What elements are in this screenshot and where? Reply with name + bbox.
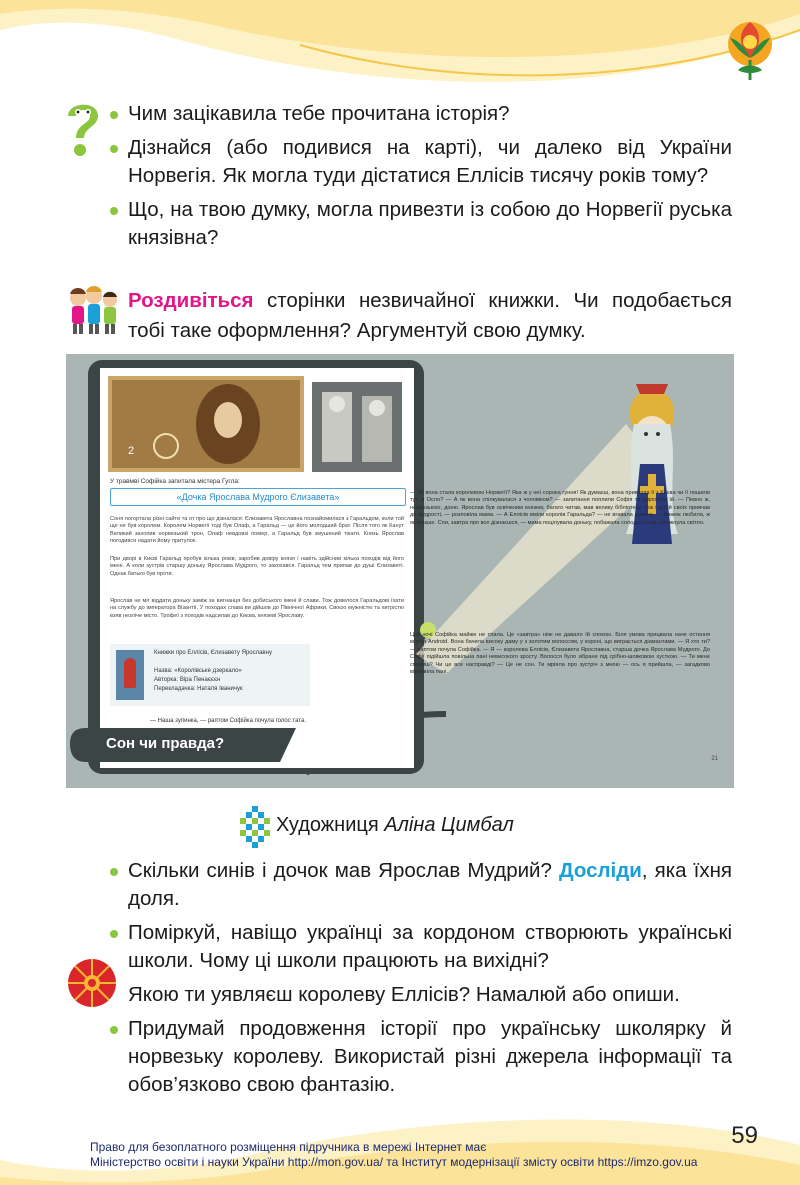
bullet-icon: [110, 868, 118, 876]
top-wave-decoration: [0, 0, 800, 110]
task-paragraph: [128, 286, 732, 346]
book-translator: Перекладачка: Наталя Іваничук: [154, 686, 243, 692]
book-author: Авторка: Віра Пенаєєєн: [154, 677, 221, 683]
bullet-icon: [110, 207, 118, 215]
bullet-icon: [110, 1026, 118, 1034]
svg-text:2: 2: [128, 445, 135, 457]
spread-banner-title: Сон чи правда?: [106, 735, 225, 752]
postage-stamp-image: [108, 376, 304, 472]
book-cover-image: [116, 650, 144, 700]
folk-flower-ornament-icon: [718, 14, 782, 84]
artist-credit: [276, 814, 514, 837]
question-text: Придумай продовження історії про українську школярку й норвезьку королеву. Використай різні джерела інформації та обов’язково свою фантазію.: [128, 1017, 732, 1096]
question-text: Скільки синів і дочок мав Ярослав Мудрий?: [128, 859, 559, 882]
spread-intro: У травмві Софійка запитала містера Гугла:: [110, 478, 240, 485]
book-info-card: [110, 644, 310, 706]
credit-name: Аліна Цимбал: [384, 814, 514, 836]
historical-photo-image: [312, 382, 402, 472]
spread-left-paragraph: При дворі в Києві Гаральд пробув кілька років, заробив довіру князя і навіть здійснив кілька походів від його імені. А коли зустрів старшу доньку Ярослава Мудрого, то закохався. Гаральд тем припав до душі Єлизаветі. Однак батько був проти.: [110, 556, 404, 577]
left-page: [100, 368, 414, 768]
bullet-icon: [110, 111, 118, 119]
spread-page-right: 21: [711, 756, 718, 762]
bullet-icon: [110, 145, 118, 153]
question-text: , яка їхня доля.: [128, 859, 732, 910]
question-text: Якою ти уявляєш королеву Еллісів? Намалюй або опиши.: [128, 983, 680, 1006]
footer-line: Міністерство освіти і науки України http://mon.gov.ua/ та Інститут модернізації змісту освіти https://imzo.gov.ua: [90, 1155, 698, 1169]
footer-note: [90, 1140, 697, 1170]
question-mark-icon: [58, 98, 108, 160]
spread-left-paragraph: Соня погортала різні сайти та от про що дізналася: Єлизавета Ярославна познайомилася з Гаральдом, коли той ще не був королем. Королем Норвегії тоді був Олаф, а Гаральд — це його молодший брат. Після того як Канут Великий захопив норвезький трон, Олаф невдовзі помер, а Гаральд був змушений тікати. Князь Ярослав погодився надати йому притулок.: [110, 516, 404, 545]
book-spread-image: [66, 354, 734, 788]
task-keyword: Роздивіться: [128, 289, 254, 312]
page-number: 59: [731, 1122, 758, 1149]
embroidery-pattern-icon: [240, 806, 270, 848]
task-text: сторінки незвичайної книжки. Чи подобається тобі таке оформлення? Аргументуй свою думку.: [128, 289, 732, 342]
questions-list: [110, 100, 732, 258]
spread-caption: — Наша зупинка, — раптом Софійка почула голос тата.: [150, 718, 306, 724]
question-text: Дізнайся (або подивися на карті), чи далеко від України Норвегія. Як могла туди дістатися Еллісів тисячу років тому?: [128, 136, 732, 187]
spread-right-paragraph: — Як вона стала королевою Норвегії? Яка ж у неї сорока гуння! Як думаєш, вона привезла її з Києва чи її пошили тут, в Осло? — А як вона спілкувалася з чоловіком? — запитання поплили Софія та відповіли їй. — Певно ж, норвезькою, доню. Ярослав був освіченим князем, багато читав, мав велику бібліотеку, тож і дітей своїх привчав до мудрості, — розповіла мама. — А Еллісів вміли королів Гаральда? — не вгавала донька. — Авжеж любила, ж як інакше. Спи, завтра про все дізнаєшся, — мама поцілувала доньку, побажала солодких снів і вимкнула світло.: [410, 490, 710, 526]
bullet-icon: [110, 930, 118, 938]
spread-right-paragraph: Цієї ночі Софійка майже не спала. Це «завтра» ніяк не давало їй спокою. Біля умова прицвала наче остання версія Android. Вона бачила високу даму у з золотим волоссям, у короні, що виграється діамантами. — Я хто ти? — раптом почула Софійка. — Я — королева Еллісів, Єлизавета Ярославна, старша дочка Ярослава Мудрого. До Софії підійшла повільна пані невисокого зросту. Волосся було зібране під срібно-шовковою хусткою. — Ти мене спиниш? Чи це все насправді? — Це не сон. Ти мріяла про зустріч з мною — ось я прийшла, — загадково відповіла пані.: [410, 632, 710, 676]
questions-list-2: [110, 857, 732, 1105]
spread-title: «Дочка Ярослава Мудрого Єлизавета»: [110, 488, 406, 506]
question-item: [110, 134, 732, 190]
spread-left-paragraph: Ярослав не міг віддати доньку заміж за вигнанця без добиського імені й слави. Тож довелося Гаральдові їхати на службу до імператора Візантії. У походах слава ви дійшов до Північної Африки. Своєю мужністю та хитрістю взяв незліче місто. Трофеї з походів надсилав до Києва, князеві Ярославу.: [110, 598, 404, 619]
credit-role: Художниця: [276, 814, 379, 836]
footer-line: Право для безоплатного розміщення підручника в мережі Інтернет має: [90, 1140, 487, 1154]
book-title: Назва: «Королівське дзеркало»: [154, 668, 242, 674]
question-item: [110, 981, 732, 1009]
question-item: [110, 196, 732, 252]
question-item: [110, 857, 732, 913]
question-text: Що, на твою думку, могла привезти із собою до Норвегії руська князівна?: [128, 198, 732, 249]
spread-page-left: 20: [78, 756, 85, 762]
question-item: [110, 100, 732, 128]
question-item: [110, 1015, 732, 1099]
question-text: Чим зацікавила тебе прочитана історія?: [128, 102, 510, 125]
question-text: Поміркуй, навіщо українці за кордоном створюють українські школи. Чому ці школи працюють на вихідні?: [128, 921, 732, 972]
question-item: [110, 919, 732, 975]
kids-group-icon: [64, 284, 120, 336]
research-keyword: Досліди: [559, 859, 642, 882]
book-heading: Книжки про Еллісів, Єлизавету Ярославну: [154, 650, 272, 656]
